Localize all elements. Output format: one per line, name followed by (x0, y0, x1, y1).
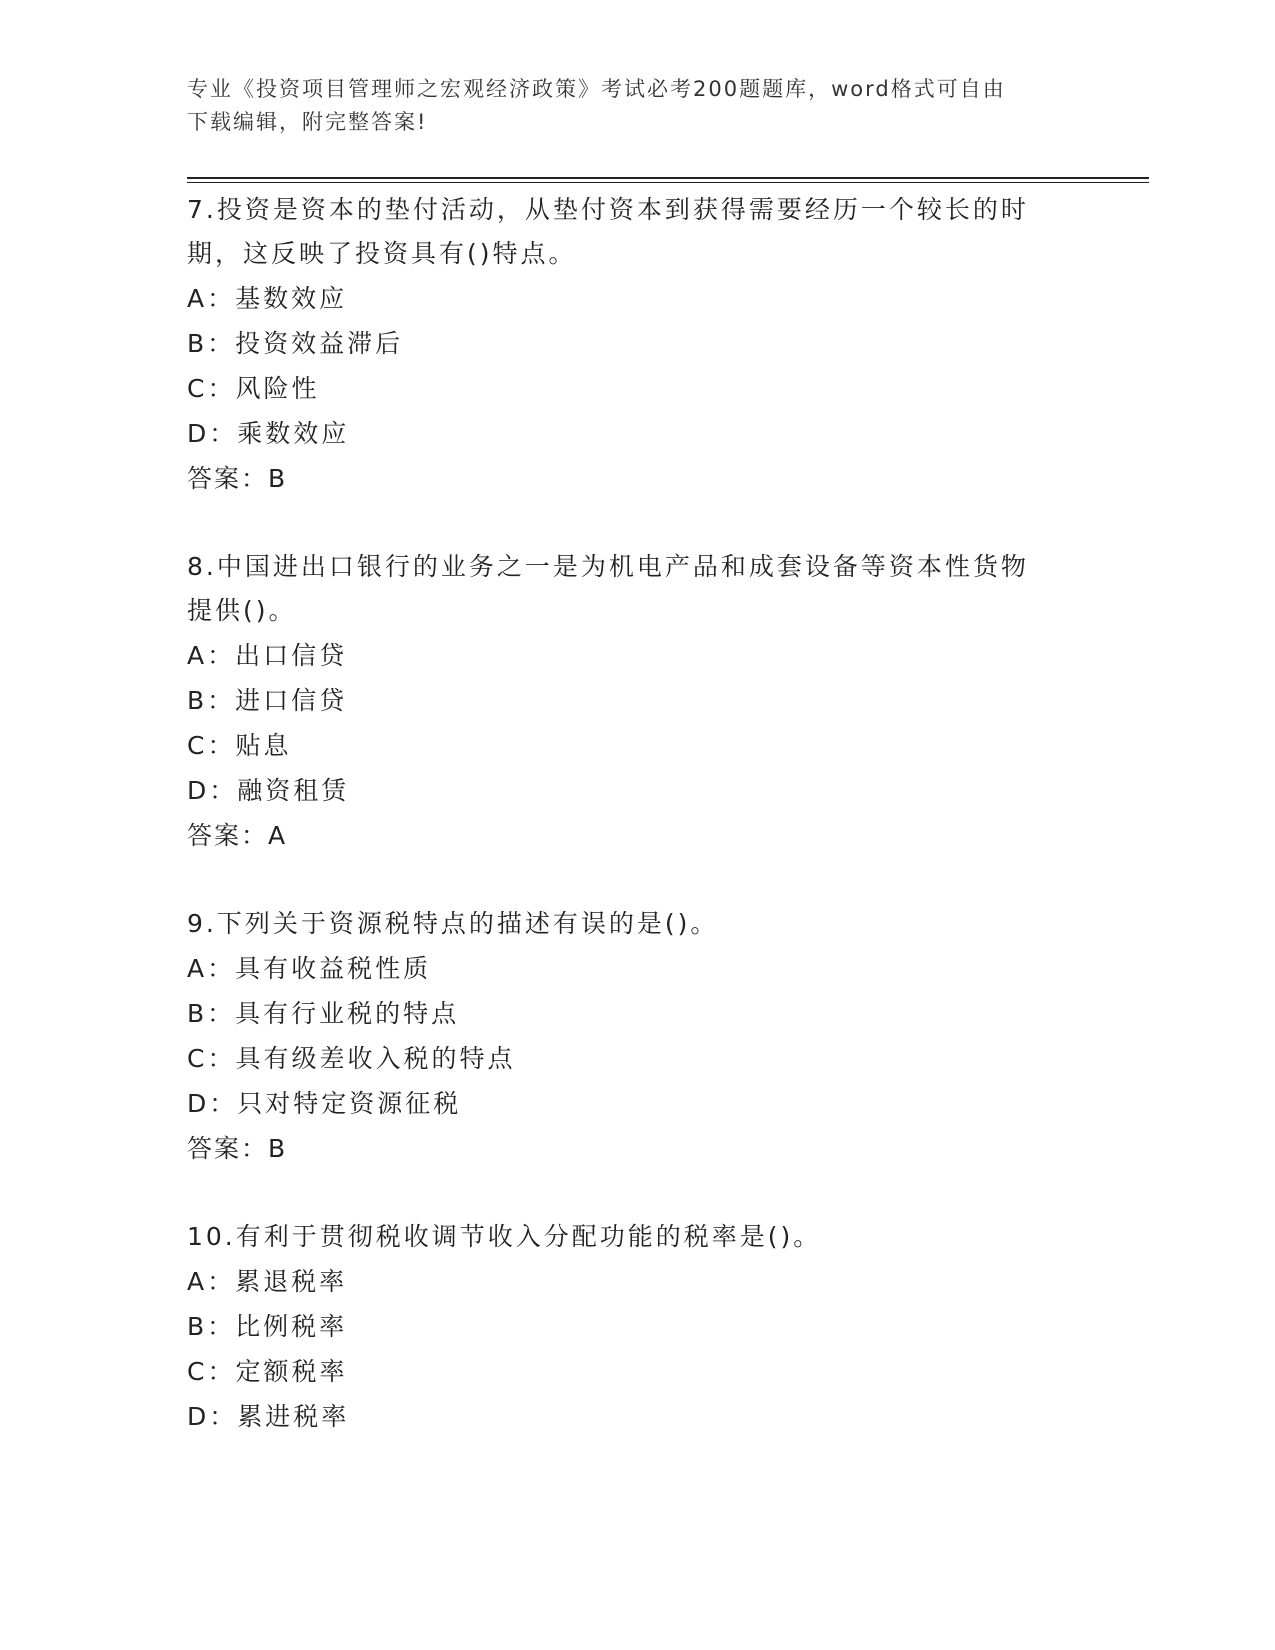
question-list (187, 188, 1067, 1483)
option-b: B：进口信贷 (187, 686, 348, 715)
header-divider (187, 177, 1149, 183)
answer (187, 456, 1067, 501)
header-line-1: 专业《投资项目管理师之宏观经济政策》考试必考200题题库，word格式可自由 (187, 77, 1006, 101)
document-header (187, 73, 1067, 139)
option-a: A：具有收益税性质 (187, 954, 432, 983)
option-b: B：具有行业税的特点 (187, 999, 460, 1028)
answer-value: A (268, 821, 286, 850)
option-d: D：融资租赁 (187, 776, 350, 805)
question-9 (187, 902, 1067, 1171)
option-c: C：风险性 (187, 374, 320, 403)
header-line-2: 下载编辑，附完整答案! (187, 110, 428, 134)
question-text (187, 188, 1067, 276)
option-a: A：出口信贷 (187, 641, 348, 670)
option-c: C：定额税率 (187, 1357, 348, 1386)
option-a: A：累退税率 (187, 1267, 348, 1296)
option-d: D：只对特定资源征税 (187, 1089, 462, 1118)
question-text (187, 1215, 1067, 1259)
question-10 (187, 1215, 1067, 1439)
question-text-line-1: 10.有利于贯彻税收调节收入分配功能的税率是()。 (187, 1222, 822, 1251)
option-d: D：乘数效应 (187, 419, 350, 448)
option-c: C：贴息 (187, 731, 292, 760)
option-b: B：比例税率 (187, 1312, 348, 1341)
question-text-line-2: 期，这反映了投资具有()特点。 (187, 239, 577, 268)
answer-label: 答案： (187, 464, 269, 493)
answer (187, 1126, 1067, 1171)
question-8 (187, 545, 1067, 858)
question-text-line-1: 9.下列关于资源税特点的描述有误的是()。 (187, 909, 719, 938)
question-text-line-1: 8.中国进出口银行的业务之一是为机电产品和成套设备等资本性货物 (187, 552, 1029, 581)
question-text-line-1: 7.投资是资本的垫付活动，从垫付资本到获得需要经历一个较长的时 (187, 195, 1029, 224)
question-7 (187, 188, 1067, 501)
answer-value: B (268, 464, 286, 493)
answer (187, 813, 1067, 858)
option-b: B：投资效益滞后 (187, 329, 404, 358)
answer-label: 答案： (187, 821, 269, 850)
question-text-line-2: 提供()。 (187, 596, 297, 625)
question-text (187, 902, 1067, 946)
option-d: D：累进税率 (187, 1402, 350, 1431)
answer-value: B (268, 1134, 286, 1163)
option-a: A：基数效应 (187, 284, 348, 313)
answer-label: 答案： (187, 1134, 269, 1163)
option-c: C：具有级差收入税的特点 (187, 1044, 516, 1073)
question-text (187, 545, 1067, 633)
